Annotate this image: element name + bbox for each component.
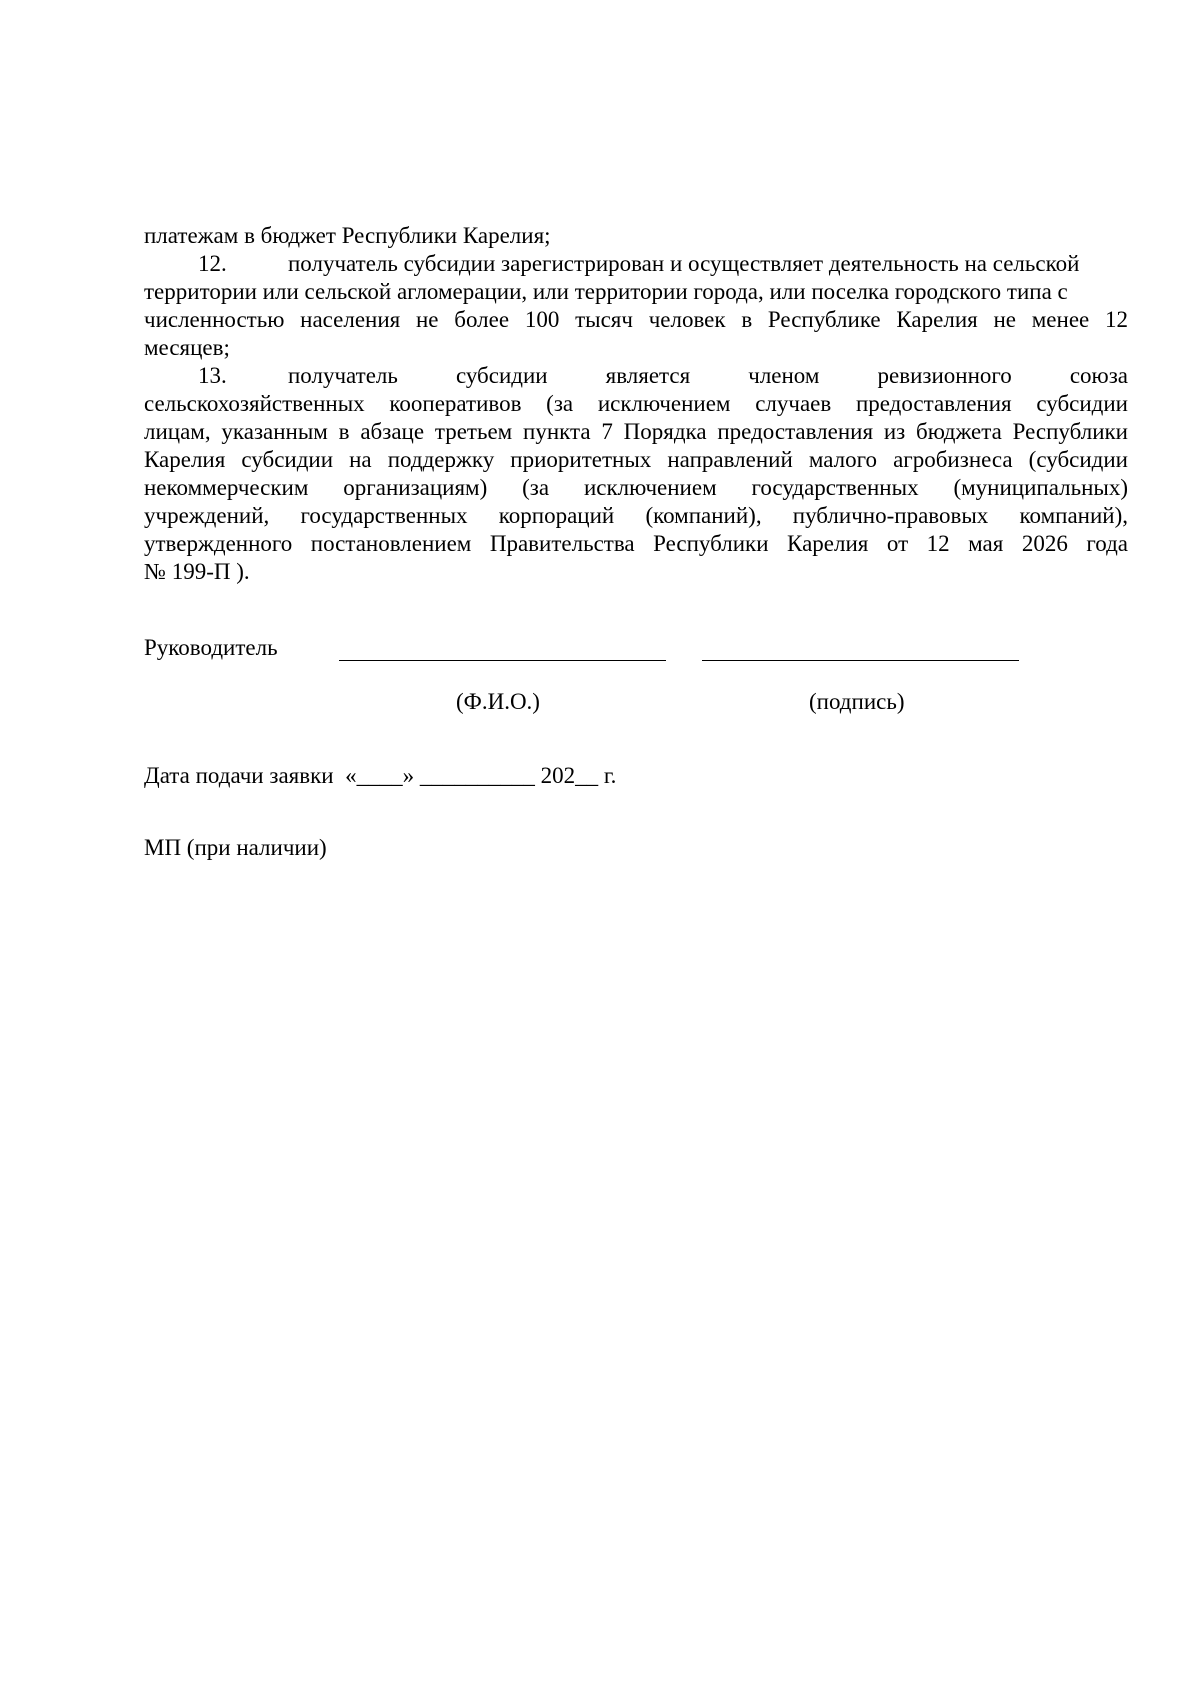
item-12-first-line bbox=[144, 250, 1128, 278]
fio-caption: (Ф.И.О.) bbox=[456, 689, 540, 714]
item-word: субсидии bbox=[455, 363, 548, 388]
paragraph-line: Карелия субсидии на поддержку приоритетных направлений малого агробизнеса (субсидии bbox=[144, 447, 1128, 472]
paragraph-line: учреждений, государственных корпораций (компаний), публично-правовых компаний), bbox=[144, 503, 1128, 528]
item-word: ревизионного bbox=[877, 363, 1012, 388]
paragraph-line: численностью населения не более 100 тысяч человек в Республике Карелия не менее 12 bbox=[144, 307, 1128, 332]
item-word: является bbox=[605, 363, 691, 388]
item-number: 13. bbox=[198, 363, 227, 388]
item-text: получатель субсидии зарегистрирован и осуществляет деятельность на сельской bbox=[288, 251, 1080, 276]
paragraph-line: территории или сельской агломерации, или территории города, или поселка городского типа с bbox=[144, 279, 1068, 304]
signature-blank-line bbox=[702, 660, 1019, 661]
paragraph-line: сельскохозяйственных кооперативов (за исключением случаев предоставления субсидии bbox=[144, 391, 1128, 416]
paragraph-line: месяцев; bbox=[144, 335, 230, 360]
paragraph-line: платежам в бюджет Республики Карелия; bbox=[144, 223, 551, 248]
stamp-line: МП (при наличии) bbox=[144, 835, 327, 860]
item-number: 12. bbox=[198, 251, 227, 276]
document-body bbox=[144, 222, 1128, 860]
signature-row bbox=[144, 634, 1128, 664]
paragraph-line: № 199-П ). bbox=[144, 559, 250, 584]
application-date-line: Дата подачи заявки «____» __________ 202__ г. bbox=[144, 763, 617, 788]
signature-label: Руководитель bbox=[144, 635, 278, 660]
item-word: получатель bbox=[288, 363, 398, 388]
item-text bbox=[288, 362, 1128, 390]
signature-caption: (подпись) bbox=[809, 689, 905, 714]
paragraph-line: лицам, указанным в абзаце третьем пункта 7 Порядка предоставления из бюджета Республики bbox=[144, 419, 1128, 444]
fio-blank-line bbox=[339, 660, 666, 661]
item-13-first-line bbox=[144, 362, 1128, 390]
paragraph-line: некоммерческим организациям) (за исключением государственных (муниципальных) bbox=[144, 475, 1128, 500]
item-word: союза bbox=[1069, 363, 1128, 388]
paragraph-line: утвержденного постановлением Правительства Республики Карелия от 12 мая 2026 года bbox=[144, 531, 1128, 556]
item-word: членом bbox=[748, 363, 820, 388]
